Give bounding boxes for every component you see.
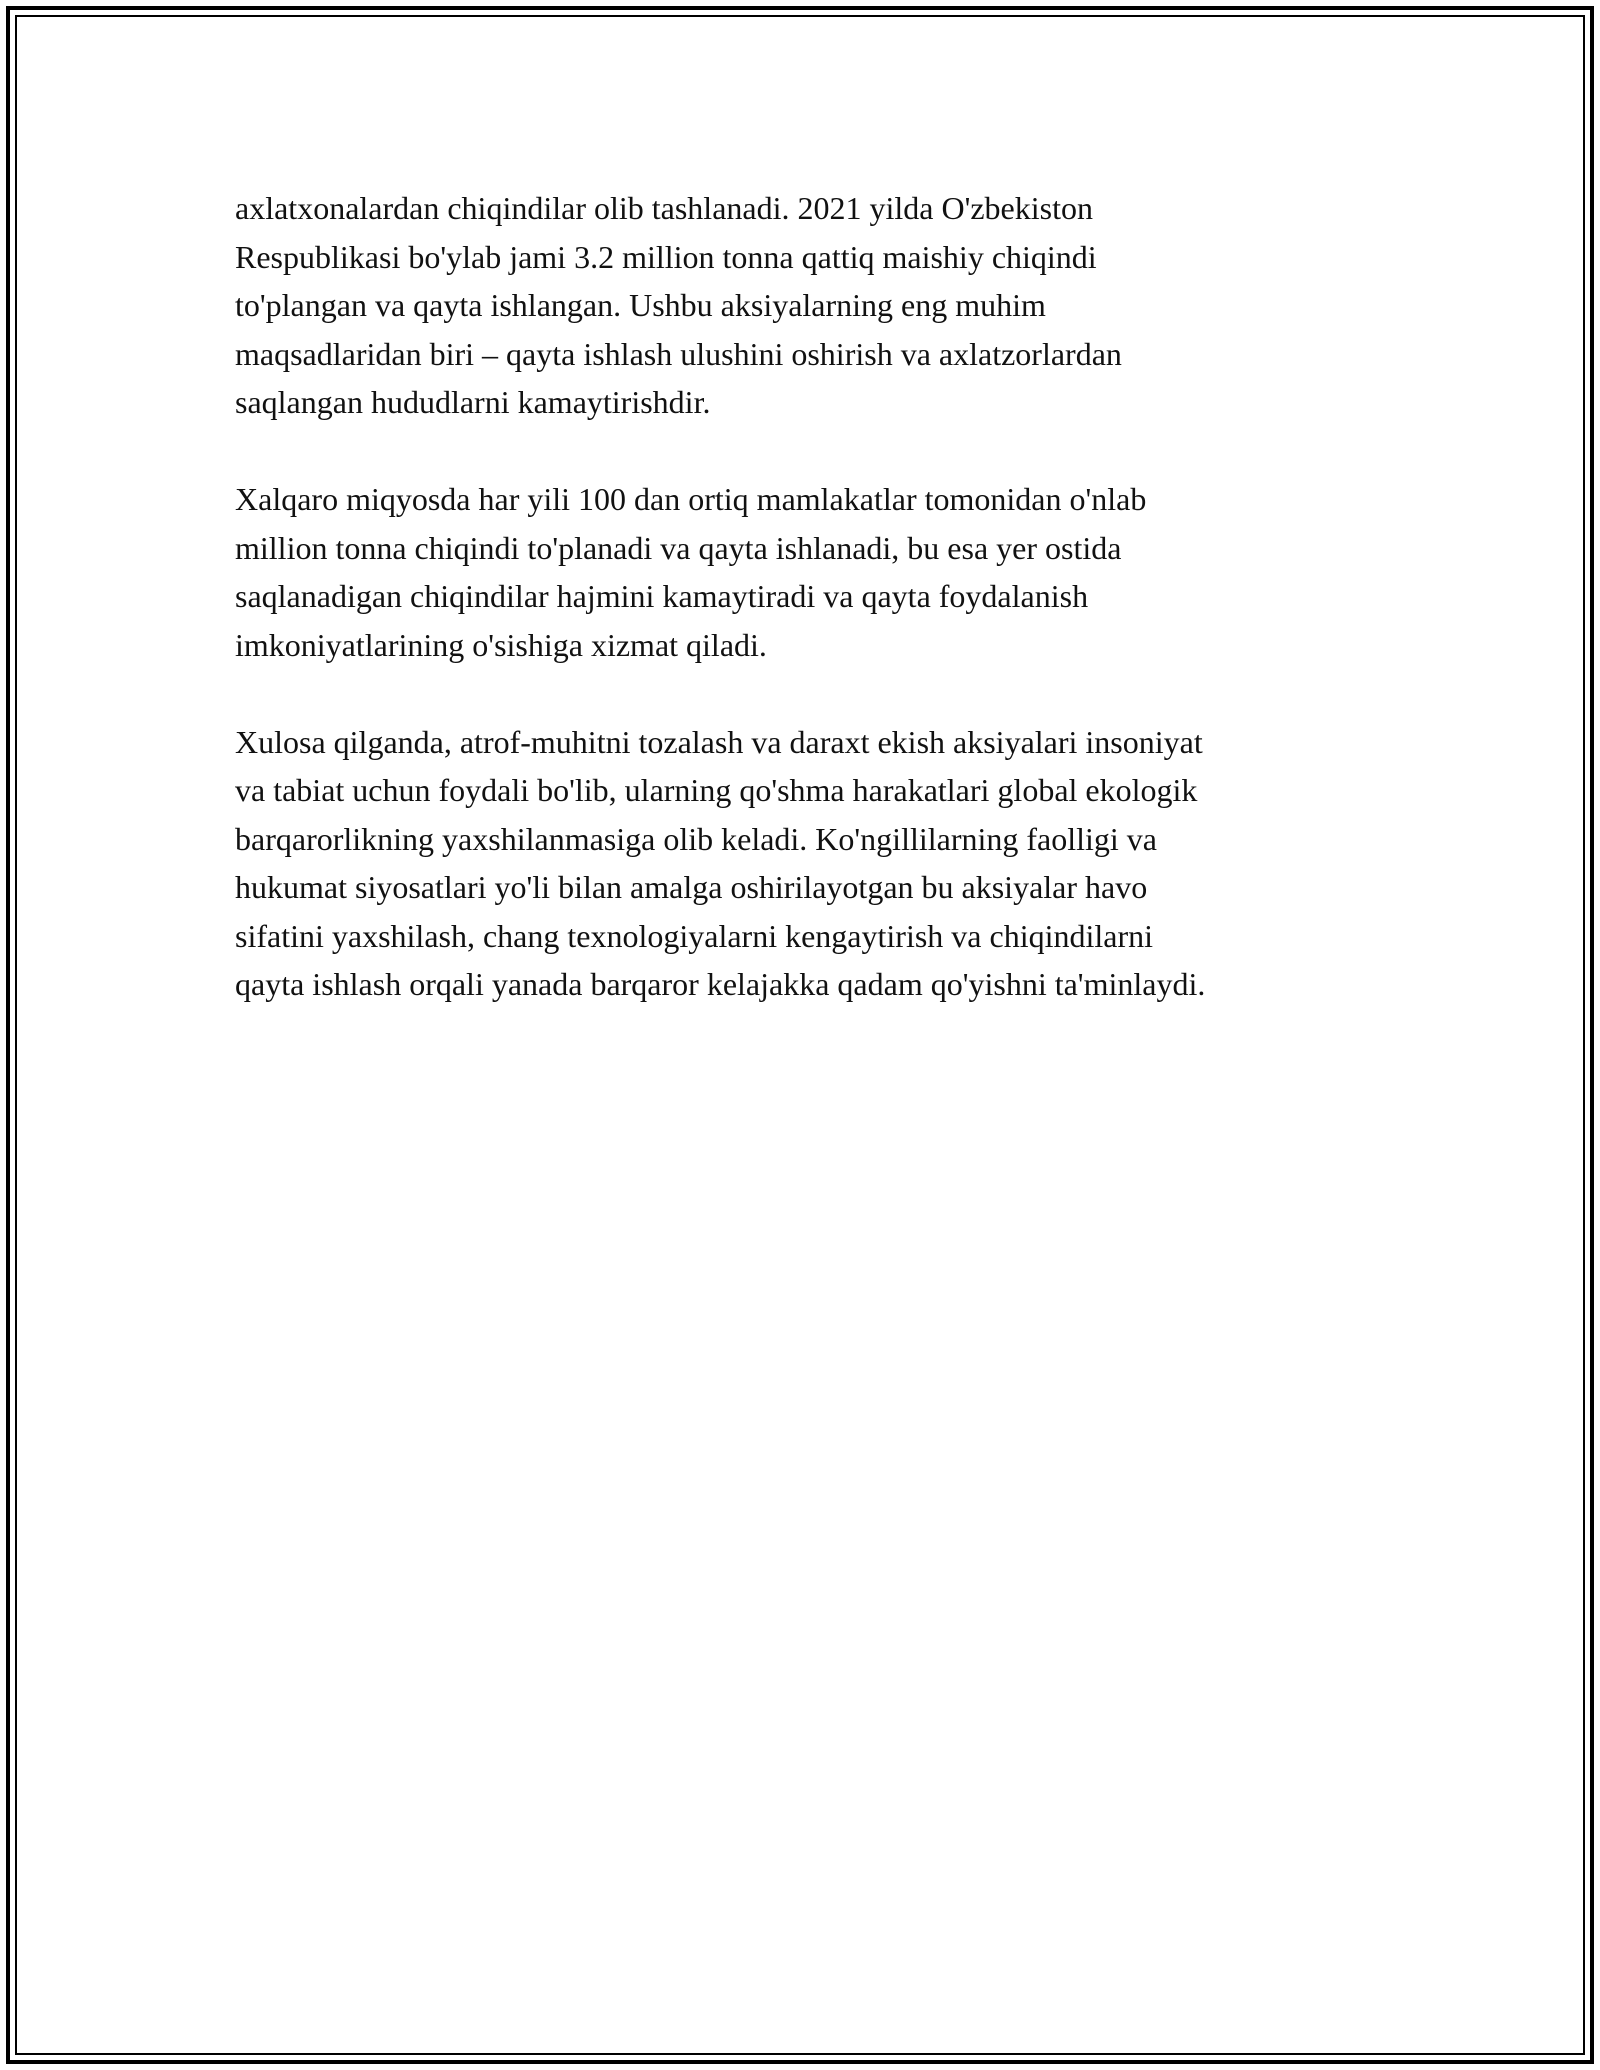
text-line: Xalqaro miqyosda har yili 100 dan ortiq mamlakatlar tomonidan o'nlab	[235, 481, 1147, 517]
text-line: imkoniyatlarining o'sishiga xizmat qiladi.	[235, 626, 767, 663]
text-line: maqsadlaridan biri – qayta ishlash ulushini oshirish va axlatzorlardan	[235, 335, 1122, 372]
text-line: Xulosa qilganda, atrof-muhitni tozalash va daraxt ekish aksiyalari insoniyat	[235, 723, 1203, 760]
text-line: axlatxonalardan chiqindilar olib tashlanadi. 2021 yilda O'zbekiston	[235, 190, 1093, 226]
text-line: million tonna chiqindi to'planadi va qayta ishlanadi, bu esa yer ostida	[235, 529, 1122, 566]
text-line: to'plangan va qayta ishlangan. Ushbu aksiyalarning eng muhim	[235, 287, 1046, 323]
text-line: hukumat siyosatlari yo'li bilan amalga oshirilayotgan bu aksiyalar havo	[235, 869, 1148, 905]
document-body	[235, 184, 1375, 1057]
text-line: Respublikasi bo'ylab jami 3.2 million tonna qattiq maishiy chiqindi	[235, 238, 1097, 275]
text-line: va tabiat uchun foydali bo'lib, ularning qo'shma harakatlari global ekologik	[235, 772, 1198, 808]
text-line: qayta ishlash orqali yanada barqaror kelajakka qadam qo'yishni ta'minlaydi.	[235, 966, 1206, 1002]
paragraph-conclusion	[235, 718, 1375, 1009]
text-line: barqarorlikning yaxshilanmasiga olib keladi. Ko'ngillilarning faolligi va	[235, 820, 1157, 857]
text-line: saqlangan hududlarni kamaytirishdir.	[235, 384, 711, 420]
text-line: saqlanadigan chiqindilar hajmini kamaytiradi va qayta foydalanish	[235, 578, 1089, 614]
text-line: sifatini yaxshilash, chang texnologiyalarni kengaytirish va chiqindilarni	[235, 917, 1153, 954]
paragraph-international-scale	[235, 475, 1375, 669]
paragraph-waste-collection	[235, 184, 1375, 427]
